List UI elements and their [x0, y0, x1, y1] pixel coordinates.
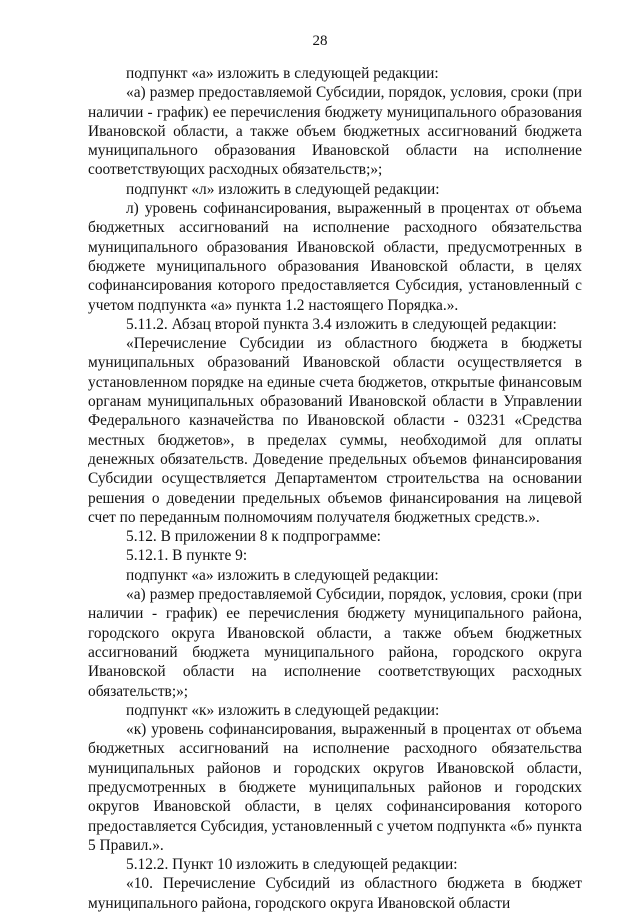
paragraph: подпункт «к» изложить в следующей редакции:	[126, 701, 440, 719]
paragraph: подпункт «а» изложить в следующей редакции:	[126, 566, 439, 584]
paragraph: «Перечисление Субсидии из областного бюджета в бюджеты муниципальных образований Ивановской области осуществляется в установленном порядке на единые счета бюджетов, открытые финансовым органам муниципальных образований Ивановской области в Управлении Федерального казначейства по Ивановской области - 03231 «Средства местных бюджетов», в пределах суммы, необходимой для оплаты денежных обязательств. Доведение предельных объемов финансирования Субсидии осуществляется Департаментом строительства на основании решения о доведении предельных объемов финансирования на лицевой счет по переданным полномочиям получателя бюджетных средств.».	[88, 335, 582, 526]
paragraph: 5.11.2. Абзац второй пункта 3.4 изложить в следующей редакции:	[126, 315, 557, 333]
paragraph: «к) уровень софинансирования, выраженный в процентах от объема бюджетных ассигнований на исполнение расходного обязательства муниципальных районов и городских округов Ивановской области, предусмотренных в бюджете муниципальных районов и городских округов Ивановской области, в целях софинансирования которого предоставляется Субсидия, установленный с учетом подпункта «б» пункта 5 Правил.».	[88, 721, 582, 854]
paragraph: подпункт «а» изложить в следующей редакции:	[126, 65, 439, 82]
paragraph: 5.12. В приложении 8 к подпрограмме:	[126, 528, 381, 546]
paragraph: 5.12.2. Пункт 10 изложить в следующей редакции:	[126, 856, 458, 874]
page-number: 28	[312, 33, 328, 49]
document-body	[88, 64, 582, 913]
paragraph: подпункт «л» изложить в следующей редакции:	[126, 180, 440, 198]
paragraph: «а) размер предоставляемой Субсидии, порядок, условия, сроки (при наличии - график) ее перечисления бюджету муниципального района, городского округа Ивановской области, а также объем бюджетных ассигнований бюджета муниципального района, городского округа Ивановской области на исполнение соответствующих расходных обязательств;»;	[88, 586, 582, 700]
paragraph: «а) размер предоставляемой Субсидии, порядок, условия, сроки (при наличии - график) ее перечисления бюджету муниципального образования Ивановской области, а также объем бюджетных ассигнований бюджета муниципального образования Ивановской области на исполнение соответствующих расходных обязательств;»;	[88, 84, 582, 179]
paragraph: 5.12.1. В пункте 9:	[126, 547, 248, 565]
paragraph: «10. Перечисление Субсидий из областного бюджета в бюджет муниципального района, городского округа Ивановской области	[88, 875, 582, 912]
paragraph: л) уровень софинансирования, выраженный в процентах от объема бюджетных ассигнований на исполнение расходного обязательства муниципального образования Ивановской области, предусмотренных в бюджете муниципального образования Ивановской области, в целях софинансирования которого предоставляется Субсидия, установленный с учетом подпункта «а» пункта 1.2 настоящего Порядка.».	[88, 200, 582, 314]
